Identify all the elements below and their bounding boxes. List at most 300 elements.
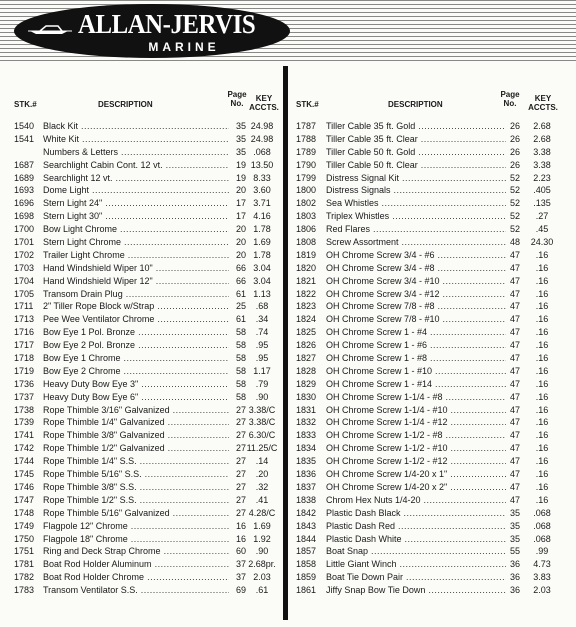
header-description: DESCRIPTION xyxy=(388,100,443,109)
stock-number: 1837 xyxy=(296,481,317,492)
page-number: 52 xyxy=(509,224,520,235)
brand-name: ALLAN-JERVIS xyxy=(78,9,256,39)
page-number: 27 xyxy=(235,430,246,441)
page-number: 52 xyxy=(509,211,520,222)
stock-number: 1827 xyxy=(296,353,317,364)
table-row xyxy=(296,455,562,468)
table-row xyxy=(296,172,562,185)
page-number: 55 xyxy=(509,546,520,557)
header-key-line2: ACCTS. xyxy=(249,103,279,112)
item-description: Numbers & Letters ..... xyxy=(43,146,229,159)
item-description: Distress Signal Kit ..... xyxy=(326,172,506,185)
page-number: 52 xyxy=(509,185,520,196)
stock-number: 1742 xyxy=(14,443,35,454)
table-header xyxy=(296,88,562,120)
page-number: 19 xyxy=(235,159,246,170)
page-number: 16 xyxy=(235,533,246,544)
page-number: 19 xyxy=(235,172,246,183)
item-description: Rope Thimble 1/4" Galvanized ..... xyxy=(43,416,229,429)
table-row xyxy=(14,442,276,455)
key-accounts-price: .068 xyxy=(533,533,551,544)
header-page-line1: Page xyxy=(227,90,247,99)
key-accounts-price: .16 xyxy=(535,469,549,480)
item-description: Rope Thimble 5/16" Galvanized ..... xyxy=(43,507,229,520)
item-description: Little Giant Winch ..... xyxy=(326,558,506,571)
item-description: Stern Light Chrome ..... xyxy=(43,236,229,249)
key-accounts-price: 11.25/C xyxy=(246,443,278,454)
key-accounts-price: .16 xyxy=(535,275,549,286)
key-accounts-price: .16 xyxy=(535,430,549,441)
key-accounts-price: 4.16 xyxy=(253,211,271,222)
page-number: 47 xyxy=(509,353,520,364)
item-description: Stern Light 30" ..... xyxy=(43,210,229,223)
left-column xyxy=(14,88,279,597)
key-accounts-price: .16 xyxy=(535,443,549,454)
item-description: Boat Tie Down Pair ..... xyxy=(326,571,506,584)
item-description: Chrom Hex Nuts 1/4-20 ..... xyxy=(326,494,506,507)
key-accounts-price: 1.78 xyxy=(253,224,271,235)
item-description: OH Chrome Screw 1 - #10 ..... xyxy=(326,365,506,378)
key-accounts-price: 3.38/C xyxy=(248,404,276,415)
item-description: Transom Drain Plug ..... xyxy=(43,288,229,301)
item-description: OH Chrome Screw 3/4 - #10 ..... xyxy=(326,275,506,288)
stock-number: 1541 xyxy=(14,133,35,144)
stock-number: 1687 xyxy=(14,159,35,170)
item-description: Transom Ventilator S.S. ..... xyxy=(43,584,229,597)
stock-number: 1824 xyxy=(296,314,317,325)
table-row xyxy=(296,442,562,455)
stock-number: 1806 xyxy=(296,224,317,235)
key-accounts-price: .16 xyxy=(535,262,549,273)
page-number: 37 xyxy=(235,572,246,583)
table-row xyxy=(296,288,562,301)
stock-number: 1744 xyxy=(14,456,35,467)
page-number: 27 xyxy=(235,494,246,505)
table-row xyxy=(14,352,276,365)
table-row xyxy=(296,494,562,507)
item-description: Plastic Dash Red ..... xyxy=(326,520,506,533)
item-description: Rope Thimble 5/16" S.S. ..... xyxy=(43,468,229,481)
page-number: 17 xyxy=(235,198,246,209)
page-number: 47 xyxy=(509,288,520,299)
item-description: OH Chrome Screw 1-1/4 - #10 ..... xyxy=(326,404,506,417)
table-row xyxy=(296,236,562,249)
item-description: Searchlight Cabin Cont. 12 vt. ..... xyxy=(43,159,229,172)
key-accounts-price: .99 xyxy=(535,546,549,557)
table-row xyxy=(14,159,276,172)
item-description: Searchlight 12 vt. ..... xyxy=(43,172,229,185)
stock-number: 1861 xyxy=(296,585,317,596)
page-number: 35 xyxy=(235,121,246,131)
key-accounts-price: 3.38/C xyxy=(248,417,276,428)
page-number: 37 xyxy=(235,559,246,570)
page-number: 47 xyxy=(509,469,520,480)
page-number: 69 xyxy=(235,585,246,596)
stock-number: 1750 xyxy=(14,533,35,544)
key-accounts-price: .16 xyxy=(535,249,549,260)
page-number: 47 xyxy=(509,314,520,325)
key-accounts-price: .16 xyxy=(535,365,549,376)
item-description: Screw Assortment ..... xyxy=(326,236,506,249)
stock-number: 1716 xyxy=(14,327,35,338)
key-accounts-price: 1.69 xyxy=(253,237,271,248)
key-accounts-price: 3.71 xyxy=(253,198,271,209)
key-accounts-price: .16 xyxy=(535,494,549,505)
item-description: OH Chrome Screw 1-1/2 - #8 ..... xyxy=(326,429,506,442)
page-number: 48 xyxy=(509,237,520,248)
table-row xyxy=(14,249,276,262)
page-number: 66 xyxy=(235,275,246,286)
key-accounts-price: 1.69 xyxy=(253,520,271,531)
stock-number: 1830 xyxy=(296,391,317,402)
stock-number: 1705 xyxy=(14,288,35,299)
stock-number: 1833 xyxy=(296,430,317,441)
stock-number: 1799 xyxy=(296,172,317,183)
key-accounts-price: .68 xyxy=(255,301,269,312)
table-row xyxy=(14,378,276,391)
table-row xyxy=(14,507,276,520)
table-row xyxy=(296,275,562,288)
stock-number: 1689 xyxy=(14,172,35,183)
item-description: OH Chrome Screw 3/4 - #8 ..... xyxy=(326,262,506,275)
stock-number: 1835 xyxy=(296,456,317,467)
table-row xyxy=(14,313,276,326)
key-accounts-price: 13.50 xyxy=(250,159,274,170)
key-accounts-price: 1.13 xyxy=(253,288,271,299)
page-number: 47 xyxy=(509,378,520,389)
table-row xyxy=(14,584,276,597)
key-accounts-price: .95 xyxy=(255,340,269,351)
stock-number: 1739 xyxy=(14,417,35,428)
stock-number: 1702 xyxy=(14,249,35,260)
page-number: 20 xyxy=(235,249,246,260)
table-row xyxy=(14,520,276,533)
page-number: 36 xyxy=(509,585,520,596)
table-row xyxy=(14,146,276,159)
table-row xyxy=(296,146,562,159)
page-number: 27 xyxy=(235,456,246,467)
stock-number: 1822 xyxy=(296,288,317,299)
stock-number: 1746 xyxy=(14,481,35,492)
page-number: 58 xyxy=(235,340,246,351)
table-row xyxy=(14,533,276,546)
item-description: Boat Rod Holder Chrome ..... xyxy=(43,571,229,584)
table-row xyxy=(296,404,562,417)
key-accounts-price: 4.28/C xyxy=(248,507,276,518)
stock-number: 1808 xyxy=(296,237,317,248)
key-accounts-price: .068 xyxy=(533,520,551,531)
right-column xyxy=(296,88,562,597)
item-description: Rope Thimble 3/8" Galvanized ..... xyxy=(43,429,229,442)
table-row xyxy=(296,365,562,378)
key-accounts-price: 2.68 xyxy=(533,133,551,144)
table-row xyxy=(14,197,276,210)
table-row xyxy=(296,391,562,404)
table-row xyxy=(296,184,562,197)
key-accounts-price: 3.83 xyxy=(533,572,551,583)
table-row xyxy=(14,172,276,185)
stock-number: 1737 xyxy=(14,391,35,402)
stock-number: 1843 xyxy=(296,520,317,531)
page-number: 47 xyxy=(509,443,520,454)
stock-number: 1713 xyxy=(14,314,35,325)
stock-number: 1747 xyxy=(14,494,35,505)
page-number: 47 xyxy=(509,249,520,260)
item-description: OH Chrome Screw 1 - #4 ..... xyxy=(326,326,506,339)
item-description: Tiller Cable 35 ft. Gold ..... xyxy=(326,120,506,133)
stock-number: 1782 xyxy=(14,572,35,583)
stock-number: 1783 xyxy=(14,585,35,596)
item-description: Distress Signals ..... xyxy=(326,184,506,197)
table-row xyxy=(14,365,276,378)
key-accounts-price: 3.38 xyxy=(533,146,551,157)
page-number: 47 xyxy=(509,301,520,312)
key-accounts-price: 2.23 xyxy=(533,172,551,183)
stock-number: 1820 xyxy=(296,262,317,273)
table-row xyxy=(14,339,276,352)
page-number: 58 xyxy=(235,378,246,389)
table-row xyxy=(296,481,562,494)
page-number: 35 xyxy=(235,146,246,157)
key-accounts-price: .34 xyxy=(255,314,269,325)
stock-number: 1748 xyxy=(14,507,35,518)
page-number: 26 xyxy=(509,133,520,144)
key-accounts-price: 2.68pr. xyxy=(248,559,276,570)
page-number: 35 xyxy=(509,533,520,544)
key-accounts-price: 2.03 xyxy=(533,585,551,596)
item-description: OH Chrome Screw 7/8 - #10 ..... xyxy=(326,313,506,326)
page-number: 58 xyxy=(235,353,246,364)
table-row xyxy=(296,249,562,262)
key-accounts-price: .16 xyxy=(535,301,549,312)
stock-number: 1858 xyxy=(296,559,317,570)
key-accounts-price: .16 xyxy=(535,353,549,364)
key-accounts-price: 3.60 xyxy=(253,185,271,196)
item-description: Rope Thimble 3/16" Galvanized ..... xyxy=(43,404,229,417)
table-row xyxy=(14,455,276,468)
item-description: Red Flares ..... xyxy=(326,223,506,236)
stock-number: 1831 xyxy=(296,404,317,415)
stock-number: 1749 xyxy=(14,520,35,531)
table-row xyxy=(296,468,562,481)
key-accounts-price: .14 xyxy=(255,456,269,467)
table-row xyxy=(14,275,276,288)
key-accounts-price: .95 xyxy=(255,353,269,364)
key-accounts-price: 6.30/C xyxy=(248,430,276,441)
table-row xyxy=(296,507,562,520)
key-accounts-price: .27 xyxy=(535,211,549,222)
table-row xyxy=(14,545,276,558)
stock-number: 1832 xyxy=(296,417,317,428)
stock-number: 1819 xyxy=(296,249,317,260)
page-number: 26 xyxy=(509,146,520,157)
page-number: 47 xyxy=(509,365,520,376)
stock-number: 1540 xyxy=(14,121,35,131)
item-description: Flagpole 12" Chrome ..... xyxy=(43,520,229,533)
stock-number: 1700 xyxy=(14,224,35,235)
key-accounts-price: 2.03 xyxy=(253,572,271,583)
table-row xyxy=(296,429,562,442)
stock-number: 1788 xyxy=(296,133,317,144)
key-accounts-price: .16 xyxy=(535,340,549,351)
stock-number: 1704 xyxy=(14,275,35,286)
table-row xyxy=(14,494,276,507)
stock-number: 1711 xyxy=(14,301,34,312)
table-row xyxy=(14,391,276,404)
table-row xyxy=(296,545,562,558)
key-accounts-price: 2.68 xyxy=(533,121,551,131)
key-accounts-price: .16 xyxy=(535,404,549,415)
page-number: 61 xyxy=(235,288,246,299)
page-number: 36 xyxy=(509,559,520,570)
page-number: 35 xyxy=(509,520,520,531)
page-number: 52 xyxy=(509,198,520,209)
stock-number: 1787 xyxy=(296,121,317,131)
left-rows xyxy=(14,120,276,597)
item-description: OH Chrome Screw 1 - #8 ..... xyxy=(326,352,506,365)
key-accounts-price: 24.30 xyxy=(530,237,554,248)
item-description: Tiller Cable 50 ft. Gold ..... xyxy=(326,146,506,159)
page-number: 61 xyxy=(235,314,246,325)
item-description: OH Chrome Screw 1 - #14 ..... xyxy=(326,378,506,391)
stock-number: 1741 xyxy=(14,430,35,441)
item-description: OH Chrome Screw 1-1/4 - #12 ..... xyxy=(326,416,506,429)
header-page-line2: No. xyxy=(503,99,517,108)
item-description: Bow Eye 1 Chrome ..... xyxy=(43,352,229,365)
table-row xyxy=(14,210,276,223)
stock-number: 1789 xyxy=(296,146,317,157)
table-row xyxy=(296,313,562,326)
item-description: OH Chrome Screw 1-1/4 - #8 ..... xyxy=(326,391,506,404)
table-row xyxy=(14,481,276,494)
right-rows xyxy=(296,120,562,597)
table-row xyxy=(296,223,562,236)
key-accounts-price: .135 xyxy=(533,198,551,209)
item-description: OH Chrome Screw 1-1/2 - #10 ..... xyxy=(326,442,506,455)
key-accounts-price: .74 xyxy=(255,327,269,338)
item-description: White Kit ..... xyxy=(43,133,229,146)
table-row xyxy=(296,210,562,223)
header-key-line1: KEY xyxy=(255,94,273,103)
table-row xyxy=(296,326,562,339)
key-accounts-price: .41 xyxy=(255,494,269,505)
key-accounts-price: 1.17 xyxy=(253,365,271,376)
page-number: 60 xyxy=(235,546,246,557)
table-row xyxy=(14,223,276,236)
table-row xyxy=(296,584,562,597)
page-number: 16 xyxy=(235,520,246,531)
item-description: Heavy Duty Bow Eye 6" ..... xyxy=(43,391,229,404)
page-number: 47 xyxy=(509,494,520,505)
stock-number: 1844 xyxy=(296,533,317,544)
page-number: 47 xyxy=(509,456,520,467)
stock-number: 1859 xyxy=(296,572,317,583)
key-accounts-price: .405 xyxy=(533,185,551,196)
key-accounts-price: 1.92 xyxy=(253,533,271,544)
page-number: 35 xyxy=(235,133,246,144)
key-accounts-price: .16 xyxy=(535,314,549,325)
item-description: 2" Tiller Rope Block w/Strap ..... xyxy=(43,300,229,313)
stock-number: 1825 xyxy=(296,327,317,338)
table-row xyxy=(296,558,562,571)
item-description: Ring and Deck Strap Chrome ..... xyxy=(43,545,229,558)
key-accounts-price: .068 xyxy=(253,146,271,157)
item-description: OH Chrome Screw 1/4-20 x 1" ..... xyxy=(326,468,506,481)
page-number: 47 xyxy=(509,327,520,338)
boat-icon xyxy=(28,22,72,38)
table-row xyxy=(14,558,276,571)
key-accounts-price: .32 xyxy=(255,481,269,492)
item-description: Bow Light Chrome ..... xyxy=(43,223,229,236)
key-accounts-price: .20 xyxy=(255,469,269,480)
header-key-line1: KEY xyxy=(534,94,552,103)
page-number: 26 xyxy=(509,159,520,170)
item-description: Black Kit ..... xyxy=(43,120,229,133)
stock-number: 1698 xyxy=(14,211,35,222)
item-description: Flagpole 18" Chrome ..... xyxy=(43,533,229,546)
page-number: 47 xyxy=(509,275,520,286)
stock-number: 1802 xyxy=(296,198,317,209)
stock-number: 1693 xyxy=(14,185,35,196)
page-number: 17 xyxy=(235,211,246,222)
stock-number: 1834 xyxy=(296,443,317,454)
table-row xyxy=(14,404,276,417)
page-number: 47 xyxy=(509,417,520,428)
key-accounts-price: .79 xyxy=(255,378,269,389)
item-description: OH Chrome Screw 7/8 - #8 ..... xyxy=(326,300,506,313)
page-number: 27 xyxy=(235,469,246,480)
header-key-line2: ACCTS. xyxy=(528,103,558,112)
page-number: 58 xyxy=(235,365,246,376)
page-number: 47 xyxy=(509,481,520,492)
table-row xyxy=(14,184,276,197)
stock-number: 1828 xyxy=(296,365,317,376)
table-row xyxy=(14,571,276,584)
item-description: OH Chrome Screw 1-1/2 - #12 ..... xyxy=(326,455,506,468)
stock-number: 1751 xyxy=(14,546,35,557)
brand-logo xyxy=(14,4,290,58)
stock-number: 1736 xyxy=(14,378,35,389)
stock-number: 1842 xyxy=(296,507,317,518)
page-number: 35 xyxy=(509,507,520,518)
item-description: Tiller Cable 35 ft. Clear ..... xyxy=(326,133,506,146)
table-row xyxy=(296,378,562,391)
header-page-line2: No. xyxy=(230,99,244,108)
item-description: Dome Light ..... xyxy=(43,184,229,197)
item-description: Stern Light 24" ..... xyxy=(43,197,229,210)
page-number: 27 xyxy=(235,443,246,454)
stock-number: 1738 xyxy=(14,404,35,415)
header-page-line1: Page xyxy=(500,90,520,99)
key-accounts-price: .16 xyxy=(535,417,549,428)
page-number: 47 xyxy=(509,340,520,351)
key-accounts-price: 3.38 xyxy=(533,159,551,170)
key-accounts-price: 1.78 xyxy=(253,249,271,260)
table-row xyxy=(14,429,276,442)
key-accounts-price: 24.98 xyxy=(250,121,274,131)
key-accounts-price: .61 xyxy=(255,585,269,596)
table-row xyxy=(14,133,276,146)
key-accounts-price: .16 xyxy=(535,327,549,338)
stock-number: 1823 xyxy=(296,301,317,312)
stock-number: 1696 xyxy=(14,198,35,209)
page-number: 47 xyxy=(509,391,520,402)
table-row xyxy=(296,133,562,146)
stock-number: 1829 xyxy=(296,378,317,389)
key-accounts-price: .16 xyxy=(535,456,549,467)
page-number: 20 xyxy=(235,237,246,248)
table-row xyxy=(14,300,276,313)
